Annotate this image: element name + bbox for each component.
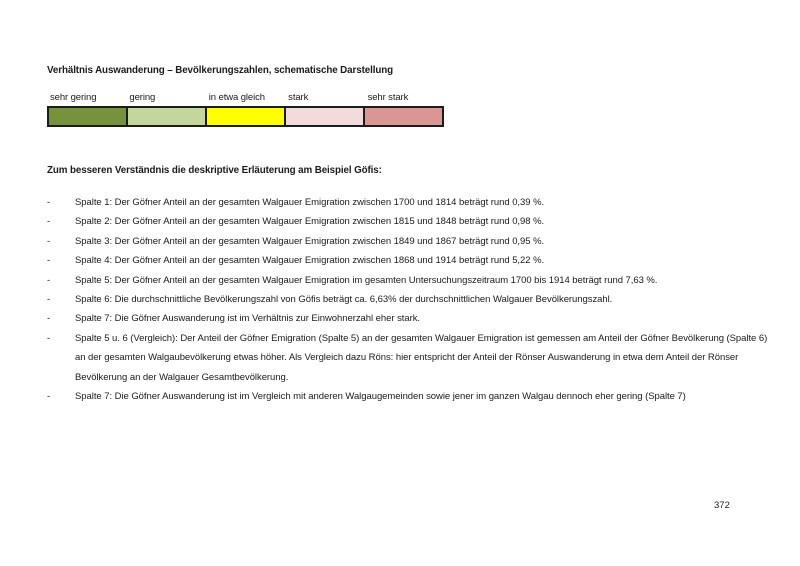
scale-label-in-etwa-gleich: in etwa gleich [208, 92, 265, 103]
page-title: Verhältnis Auswanderung – Bevölkerungszahlen, schematische Darstellung [47, 65, 393, 76]
list-item [47, 271, 774, 290]
page-number: 372 [714, 500, 730, 511]
list-item [47, 309, 774, 328]
scale-swatch-stark [286, 108, 365, 125]
scale-swatch-gering [128, 108, 207, 125]
bullet-dash: - [47, 255, 51, 267]
list-item-text: Spalte 7: Die Göfner Auswanderung ist im Verhältnis zur Einwohnerzahl eher stark. [75, 313, 420, 325]
list-item [47, 329, 774, 387]
list-item [47, 387, 774, 406]
list-item [47, 193, 774, 212]
list-item [47, 232, 774, 251]
bullet-dash: - [47, 313, 51, 325]
scale-label-sehr-stark: sehr stark [367, 92, 409, 103]
scale-label-gering: gering [129, 92, 156, 103]
color-scale-labels [47, 92, 444, 103]
list-item-text: Spalte 1: Der Göfner Anteil an der gesamten Walgauer Emigration zwischen 1700 und 1814 beträgt rund 0,39 %. [75, 197, 545, 208]
bullet-dash: - [47, 274, 51, 286]
list-item-text: Spalte 3: Der Göfner Anteil an der gesamten Walgauer Emigration zwischen 1849 und 1867 beträgt rund 0,95 %. [75, 235, 545, 247]
section-heading: Zum besseren Verständnis die deskriptive Erläuterung am Beispiel Göfis: [47, 165, 382, 176]
color-scale-bar [47, 106, 444, 127]
list-item [47, 251, 774, 270]
bullet-dash: - [47, 391, 51, 403]
bullet-dash: - [47, 216, 51, 228]
scale-label-stark: stark [288, 92, 309, 103]
scale-label-sehr-gering: sehr gering [50, 92, 97, 103]
list-item-text: Spalte 6: Die durchschnittliche Bevölkerungszahl von Göfis beträgt ca. 6,63% der durchschnittlichen Walgauer Bevölkerungszahl. [75, 294, 613, 306]
bullet-dash: - [47, 294, 51, 306]
scale-swatch-sehr-stark [365, 108, 442, 125]
explanation-bullet-list [47, 193, 774, 406]
list-item-text: Spalte 5 u. 6 (Vergleich): Der Anteil der Göfner Emigration (Spalte 5) an der gesamten Walgauer Emigration ist gemessen am Anteil der Göfner Bevölkerung (Spalte 6) an der gesamten Walgaubevölkerung etwas höher. Als Vergleich dazu Röns: hier entspricht der Anteil der Rönser Auswanderung in etwa dem Anteil der Rönser Bevölkerung an der Walgauer Gesamtbevölkerung. [75, 332, 768, 383]
list-item [47, 290, 774, 309]
emigration-ratio-color-scale [47, 92, 444, 127]
list-item-text: Spalte 4: Der Göfner Anteil an der gesamten Walgauer Emigration zwischen 1868 und 1914 beträgt rund 5,22 %. [75, 255, 545, 267]
list-item-text: Spalte 7: Die Göfner Auswanderung ist im Vergleich mit anderen Walgaugemeinden sowie jener im ganzen Walgau dennoch eher gering (Spalte 7) [75, 391, 686, 403]
bullet-dash: - [47, 235, 51, 247]
bullet-dash: - [47, 332, 51, 344]
list-item-text: Spalte 2: Der Göfner Anteil an der gesamten Walgauer Emigration zwischen 1815 und 1848 beträgt rund 0,98 %. [75, 216, 545, 228]
scale-swatch-sehr-gering [49, 108, 128, 125]
scale-swatch-in-etwa-gleich [207, 108, 286, 125]
list-item [47, 212, 774, 231]
bullet-dash: - [47, 197, 51, 208]
list-item-text: Spalte 5: Der Göfner Anteil an der gesamten Walgauer Emigration im gesamten Untersuchungszeitraum 1700 bis 1914 beträgt rund 7,63 %. [75, 274, 658, 286]
